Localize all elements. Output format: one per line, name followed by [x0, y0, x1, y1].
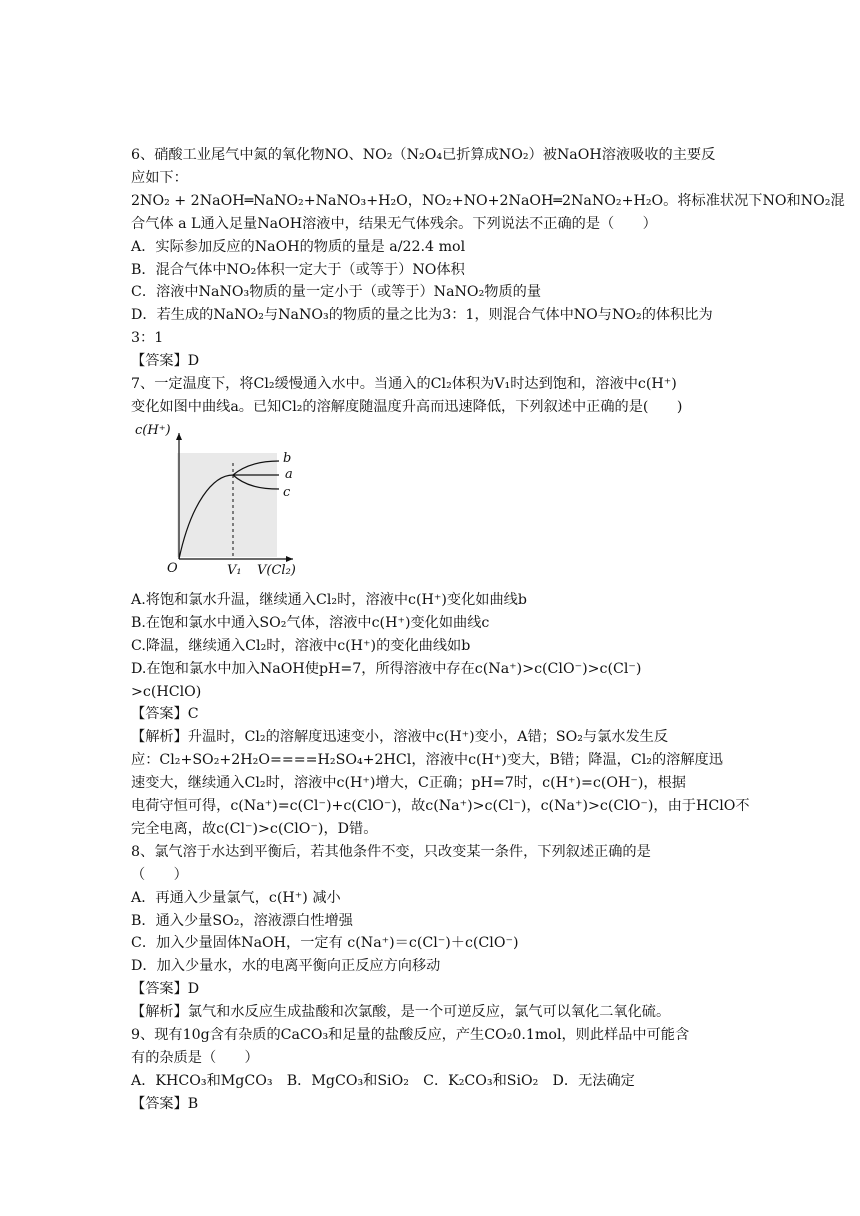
- figure-curve-b-label: b: [283, 450, 292, 466]
- question-7: [131, 373, 750, 841]
- y-axis-arrow: [176, 433, 182, 440]
- figure-v1-label: V₁: [227, 562, 242, 578]
- question-8-option-a: A．再通入少量氯气，c(H⁺) 减小: [131, 889, 341, 906]
- question-7-explanation-line-1: 【解析】升温时，Cl₂的溶解度迅速变小，溶液中c(H⁺)变小，A错；SO₂与氯水发生反: [131, 729, 669, 746]
- question-9-answer: 【答案】B: [131, 1095, 199, 1112]
- x-axis-arrow: [286, 556, 293, 562]
- question-7-option-a: A.将饱和氯水升温，继续通入Cl₂时，溶液中c(H⁺)变化如曲线b: [131, 591, 527, 608]
- question-8: [131, 841, 731, 1024]
- question-8-stem-line-2: （ ）: [131, 866, 188, 883]
- question-6-stem-line-4: 合气体 a L通入足量NaOH溶液中，结果无气体残余。下列说法不正确的是（ ）: [131, 215, 657, 232]
- question-6-stem-line-1: 6、硝酸工业尾气中氮的氧化物NO、NO₂（N₂O₄已折算成NO₂）被NaOH溶液吸收的主要反: [131, 147, 716, 163]
- figure-y-axis-label: c(H⁺): [135, 422, 171, 438]
- figure-x-axis-label: V(Cl₂): [257, 562, 296, 578]
- figure-origin-label: O: [167, 560, 178, 576]
- document-page: [131, 144, 845, 1116]
- question-6-option-d-line-1: D．若生成的NaNO₂与NaNO₃的物质的量之比为3：1，则混合气体中NO与NO₂的体积比为: [131, 307, 713, 324]
- question-8-explanation: 【解析】氯气和水反应生成盐酸和次氯酸，是一个可逆反应，氯气可以氧化二氧化硫。: [131, 1004, 671, 1021]
- question-7-explanation-line-3: 速变大，继续通入Cl₂时，溶液中c(H⁺)增大，C正确；pH=7时，c(H⁺)=c(OH⁻)，根据: [131, 775, 686, 792]
- question-9-stem-line-2: 有的杂质是（ ）: [131, 1050, 259, 1066]
- question-7-option-d-line-2: >c(HClO): [131, 683, 202, 700]
- question-8-stem-line-1: 8、氯气溶于水达到平衡后，若其他条件不变，只改变某一条件，下列叙述正确的是: [131, 843, 651, 860]
- question-6-stem-line-2: 应如下：: [131, 169, 188, 186]
- question-6-option-c: C．溶液中NaNO₃物质的量一定小于（或等于）NaNO₂物质的量: [131, 284, 542, 301]
- chlorine-curve-graph: [133, 423, 308, 583]
- question-8-option-d: D．加入少量水，水的电离平衡向正反应方向移动: [131, 958, 441, 975]
- question-7-option-c: C.降温，继续通入Cl₂时，溶液中c(H⁺)的变化曲线如b: [131, 637, 471, 654]
- question-7-option-d-line-1: D.在饱和氯水中加入NaOH使pH=7，所得溶液中存在c(Na⁺)>c(ClO⁻)>c(Cl⁻): [131, 660, 642, 677]
- question-6-option-b: B．混合气体中NO₂体积一定大于（或等于）NO体积: [131, 261, 465, 278]
- question-6-answer: 【答案】D: [131, 353, 200, 370]
- question-9-options: A．KHCO₃和MgCO₃ B．MgCO₃和SiO₂ C．K₂CO₃和SiO₂ D．无法确定: [131, 1072, 635, 1089]
- question-8-option-c: C．加入少量固体NaOH，一定有 c(Na⁺)＝c(Cl⁻)＋c(ClO⁻): [131, 935, 519, 952]
- question-7-figure: [133, 423, 308, 583]
- question-7-stem-line-1: 7、一定温度下，将Cl₂缓慢通入水中。当通入的Cl₂体积为V₁时达到饱和，溶液中c(H⁺): [131, 376, 677, 393]
- question-7-stem-line-2: 变化如图中曲线a。已知Cl₂的溶解度随温度升高而迅速降低，下列叙述中正确的是( ): [131, 398, 683, 415]
- figure-curve-c-label: c: [283, 484, 291, 500]
- figure-shading: [177, 453, 277, 557]
- question-7-explanation-line-4: 电荷守恒可得，c(Na⁺)=c(Cl⁻)+c(ClO⁻)，故c(Na⁺)>c(Cl⁻)，c(Na⁺)>c(ClO⁻)，由于HClO不: [131, 798, 750, 815]
- question-6: [131, 144, 845, 373]
- question-6-equation-line: 2NO₂ + 2NaOH═NaNO₂+NaNO₃+H₂O，NO₂+NO+2NaOH═2NaNO₂+H₂O。将标准状况下NO和NO₂混: [131, 192, 845, 209]
- question-7-explanation-line-5: 完全电离，故c(Cl⁻)>c(ClO⁻)，D错。: [131, 820, 378, 837]
- question-8-answer: 【答案】D: [131, 981, 200, 998]
- question-8-option-b: B．通入少量SO₂，溶液漂白性增强: [131, 912, 353, 929]
- question-9-stem-line-1: 9、现有10g含有杂质的CaCO₃和足量的盐酸反应，产生CO₂0.1mol，则此样品中可能含: [131, 1027, 690, 1044]
- question-6-option-d-line-2: 3：1: [131, 330, 164, 347]
- question-7-option-b: B.在饱和氯水中通入SO₂气体，溶液中c(H⁺)变化如曲线c: [131, 614, 490, 631]
- figure-curve-a-label: a: [285, 466, 293, 482]
- question-7-explanation-line-2: 应：Cl₂+SO₂+2H₂O====H₂SO₄+2HCl，溶液中c(H⁺)变大，B错；降温，Cl₂的溶解度迅: [131, 752, 723, 769]
- question-7-answer: 【答案】C: [131, 706, 199, 723]
- question-9: [131, 1024, 731, 1116]
- question-6-option-a: A．实际参加反应的NaOH的物质的量是 a/22.4 mol: [131, 238, 466, 255]
